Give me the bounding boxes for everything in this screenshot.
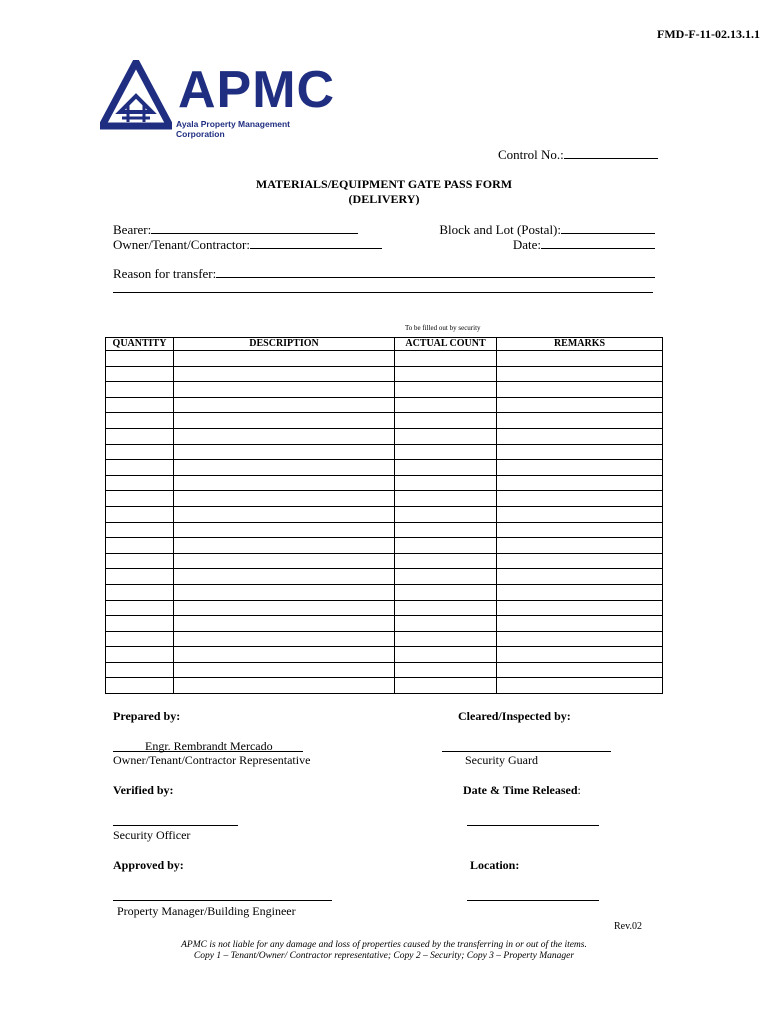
table-row (106, 460, 663, 476)
table-row (106, 616, 663, 632)
remarks-cell[interactable] (497, 647, 663, 663)
date-time-released-text: Date & Time Released (463, 783, 578, 797)
date-time-released-label (463, 783, 581, 798)
quantity-cell[interactable] (106, 600, 174, 616)
quantity-cell[interactable] (106, 569, 174, 585)
owner-line[interactable] (250, 237, 382, 249)
reason-label: Reason for transfer: (113, 266, 217, 281)
remarks-cell[interactable] (497, 460, 663, 476)
table-row (106, 491, 663, 507)
actual-count-cell[interactable] (395, 538, 497, 554)
remarks-cell[interactable] (497, 366, 663, 382)
cleared-signature-line[interactable] (442, 739, 611, 752)
verified-role: Security Officer (113, 828, 191, 842)
table-row (106, 600, 663, 616)
remarks-cell[interactable] (497, 678, 663, 694)
description-cell[interactable] (174, 491, 395, 507)
description-cell[interactable] (174, 382, 395, 398)
apmc-logo (100, 60, 340, 139)
actual-count-cell[interactable] (395, 475, 497, 491)
description-cell[interactable] (174, 506, 395, 522)
quantity-cell[interactable] (106, 491, 174, 507)
remarks-cell[interactable] (497, 444, 663, 460)
table-body (106, 351, 663, 694)
cleared-by-label: Cleared/Inspected by: (458, 709, 571, 723)
quantity-cell[interactable] (106, 444, 174, 460)
form-subtitle: (DELIVERY) (348, 192, 420, 206)
table-row (106, 397, 663, 413)
table-row (106, 647, 663, 663)
approved-signature-line[interactable] (113, 888, 332, 901)
header-remarks: REMARKS (497, 338, 663, 351)
remarks-cell[interactable] (497, 553, 663, 569)
table-row (106, 444, 663, 460)
remarks-cell[interactable] (497, 616, 663, 632)
prepared-name: Engr. Rembrandt Mercado (145, 739, 273, 753)
remarks-cell[interactable] (497, 428, 663, 444)
reason-field (113, 266, 655, 282)
description-cell[interactable] (174, 678, 395, 694)
description-cell[interactable] (174, 569, 395, 585)
bearer-field (113, 222, 358, 238)
prepared-role: Owner/Tenant/Contractor Representative (113, 753, 311, 767)
revision: Rev.02 (614, 921, 642, 932)
logo-subtitle: Ayala Property Management Corporation (176, 119, 290, 139)
table-row (106, 584, 663, 600)
description-cell[interactable] (174, 413, 395, 429)
actual-count-cell[interactable] (395, 678, 497, 694)
quantity-cell[interactable] (106, 678, 174, 694)
description-cell[interactable] (174, 584, 395, 600)
actual-count-cell[interactable] (395, 569, 497, 585)
actual-count-cell[interactable] (395, 584, 497, 600)
apmc-logo-icon (100, 60, 172, 130)
date-field (513, 237, 655, 253)
description-cell[interactable] (174, 538, 395, 554)
quantity-cell[interactable] (106, 662, 174, 678)
location-label: Location: (470, 858, 520, 872)
actual-count-cell[interactable] (395, 444, 497, 460)
remarks-cell[interactable] (497, 382, 663, 398)
quantity-cell[interactable] (106, 522, 174, 538)
table-row (106, 428, 663, 444)
quantity-cell[interactable] (106, 460, 174, 476)
description-cell[interactable] (174, 647, 395, 663)
actual-count-cell[interactable] (395, 616, 497, 632)
footer-disclaimer: APMC is not liable for any damage and loss of properties caused by the transferring in or out of the items. (181, 940, 587, 950)
table-row (106, 351, 663, 367)
block-lot-line[interactable] (561, 222, 655, 234)
quantity-cell[interactable] (106, 475, 174, 491)
owner-label: Owner/Tenant/Contractor: (113, 237, 250, 252)
verified-by-label: Verified by: (113, 783, 174, 797)
actual-count-cell[interactable] (395, 413, 497, 429)
table-row (106, 538, 663, 554)
remarks-cell[interactable] (497, 351, 663, 367)
actual-count-cell[interactable] (395, 366, 497, 382)
remarks-cell[interactable] (497, 584, 663, 600)
description-cell[interactable] (174, 522, 395, 538)
actual-count-cell[interactable] (395, 662, 497, 678)
remarks-cell[interactable] (497, 475, 663, 491)
table-row (106, 506, 663, 522)
date-time-released-colon: : (577, 783, 581, 797)
table-row (106, 553, 663, 569)
reason-line-1[interactable] (216, 266, 655, 278)
table-row (106, 678, 663, 694)
verified-signature-line[interactable] (113, 813, 238, 826)
security-note: To be filled out by security (405, 324, 481, 332)
actual-count-cell[interactable] (395, 506, 497, 522)
description-cell[interactable] (174, 662, 395, 678)
description-cell[interactable] (174, 616, 395, 632)
remarks-cell[interactable] (497, 631, 663, 647)
description-cell[interactable] (174, 397, 395, 413)
remarks-cell[interactable] (497, 397, 663, 413)
quantity-cell[interactable] (106, 506, 174, 522)
description-cell[interactable] (174, 366, 395, 382)
description-cell[interactable] (174, 475, 395, 491)
quantity-cell[interactable] (106, 538, 174, 554)
bearer-label: Bearer: (113, 222, 152, 237)
header-quantity: QUANTITY (106, 338, 174, 351)
actual-count-cell[interactable] (395, 600, 497, 616)
actual-count-cell[interactable] (395, 460, 497, 476)
table-row (106, 522, 663, 538)
remarks-cell[interactable] (497, 600, 663, 616)
quantity-cell[interactable] (106, 366, 174, 382)
remarks-cell[interactable] (497, 413, 663, 429)
actual-count-cell[interactable] (395, 428, 497, 444)
cleared-role: Security Guard (465, 753, 538, 767)
table-row (106, 569, 663, 585)
table-row (106, 382, 663, 398)
quantity-cell[interactable] (106, 616, 174, 632)
header-description: DESCRIPTION (174, 338, 395, 351)
description-cell[interactable] (174, 428, 395, 444)
date-time-released-line[interactable] (467, 813, 599, 826)
quantity-cell[interactable] (106, 428, 174, 444)
table-header-row (106, 338, 663, 351)
actual-count-cell[interactable] (395, 351, 497, 367)
quantity-cell[interactable] (106, 584, 174, 600)
form-title: MATERIALS/EQUIPMENT GATE PASS FORM (255, 177, 513, 191)
approved-role: Property Manager/Building Engineer (117, 904, 296, 918)
bearer-line[interactable] (151, 222, 358, 234)
prepared-by-label: Prepared by: (113, 709, 181, 723)
block-lot-label: Block and Lot (Postal): (439, 222, 561, 237)
quantity-cell[interactable] (106, 382, 174, 398)
control-no-label: Control No.: (498, 147, 564, 162)
remarks-cell[interactable] (497, 491, 663, 507)
description-cell[interactable] (174, 553, 395, 569)
quantity-cell[interactable] (106, 397, 174, 413)
actual-count-cell[interactable] (395, 382, 497, 398)
remarks-cell[interactable] (497, 506, 663, 522)
table-row (106, 475, 663, 491)
items-table (105, 337, 663, 694)
actual-count-cell[interactable] (395, 553, 497, 569)
description-cell[interactable] (174, 631, 395, 647)
description-cell[interactable] (174, 444, 395, 460)
actual-count-cell[interactable] (395, 491, 497, 507)
form-code: FMD-F-11-02.13.1.1 (657, 27, 760, 41)
quantity-cell[interactable] (106, 351, 174, 367)
approved-by-label: Approved by: (113, 858, 184, 872)
quantity-cell[interactable] (106, 413, 174, 429)
actual-count-cell[interactable] (395, 522, 497, 538)
actual-count-cell[interactable] (395, 631, 497, 647)
remarks-cell[interactable] (497, 569, 663, 585)
table-row (106, 631, 663, 647)
footer-copies: Copy 1 – Tenant/Owner/ Contractor representative; Copy 2 – Security; Copy 3 – Property Manager (193, 951, 575, 961)
quantity-cell[interactable] (106, 647, 174, 663)
table-row (106, 662, 663, 678)
logo-wordmark: APMC (178, 61, 336, 119)
date-label: Date: (512, 237, 541, 252)
control-no-line[interactable] (564, 147, 658, 159)
actual-count-cell[interactable] (395, 397, 497, 413)
description-cell[interactable] (174, 460, 395, 476)
date-line[interactable] (541, 237, 655, 249)
location-line[interactable] (467, 888, 599, 901)
reason-line-2[interactable] (113, 292, 653, 293)
owner-field (113, 237, 382, 253)
remarks-cell[interactable] (497, 522, 663, 538)
remarks-cell[interactable] (497, 662, 663, 678)
block-lot-field (439, 222, 655, 238)
remarks-cell[interactable] (497, 538, 663, 554)
quantity-cell[interactable] (106, 631, 174, 647)
description-cell[interactable] (174, 351, 395, 367)
actual-count-cell[interactable] (395, 647, 497, 663)
table-row (106, 366, 663, 382)
control-no (498, 147, 658, 163)
description-cell[interactable] (174, 600, 395, 616)
quantity-cell[interactable] (106, 553, 174, 569)
table-row (106, 413, 663, 429)
header-actual-count: ACTUAL COUNT (395, 338, 497, 351)
